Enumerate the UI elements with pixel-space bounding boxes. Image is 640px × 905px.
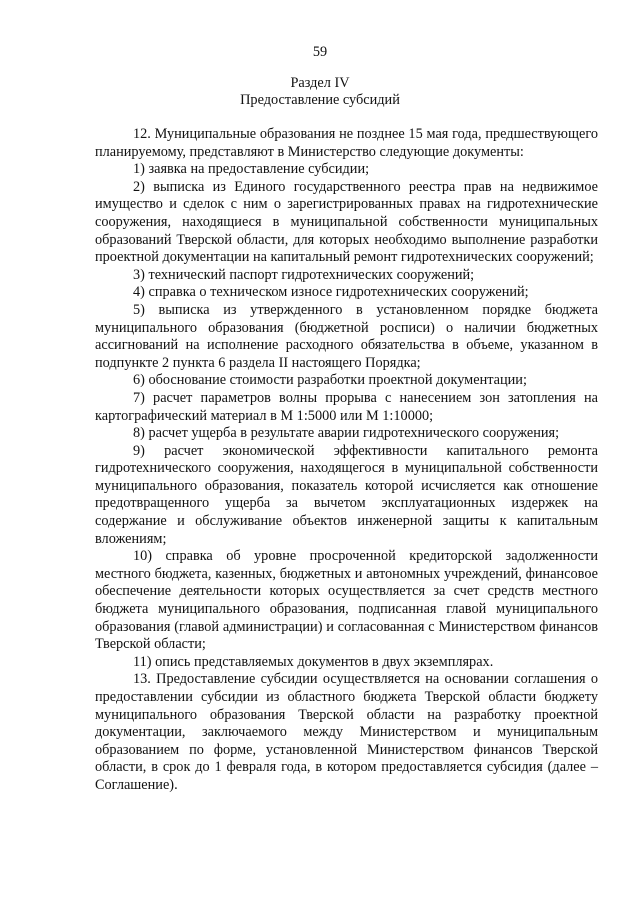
list-item-9: 9) расчет экономической эффективности капитального ремонта гидротехнического сооружения, находящегося в муниципальной собственности муниципального образования, показатель которой исчисляется как отношение предотвращенного ущерба за вычетом эксплуатационных издержек на содержание и обслуживание объектов инженерной защиты к капитальным вложениям; [95,442,598,547]
list-item-10: 10) справка об уровне просроченной кредиторской задолженности местного бюджета, казенных, бюджетных и автономных учреждений, финансовое обеспечение деятельности которых осуществляется за счет средств местного бюджета муниципального образования, подписанная главой муниципального образования (главой администрации) и согласованная с Министерством финансов Тверской области; [95,548,598,653]
section-title: Раздел IV [290,75,350,91]
list-item-7: 7) расчет параметров волны прорыва с нанесением зон затопления на картографический материал в М 1:5000 или М 1:10000; [95,389,598,424]
paragraph-13: 13. Предоставление субсидии осуществляется на основании соглашения о предоставлении субсидии из областного бюджета Тверской области бюджету муниципального образования Тверской области на разработку проектной документации, заключаемого между Министерством и муниципальным образованием по форме, установленной Министерством финансов Тверской области, в срок до 1 февраля года, в котором предоставляется субсидия (далее – Соглашение). [95,671,598,793]
list-item-5: 5) выписка из утвержденного в установленном порядке бюджета муниципального образования (бюджетной росписи) о наличии бюджетных ассигнований на исполнение расходного обязательства в объеме, указанном в подпункте 2 пункта 6 раздела II настоящего Порядка; [95,301,598,371]
list-item-8: 8) расчет ущерба в результате аварии гидротехнического сооружения; [133,425,560,442]
list-item-6: 6) обоснование стоимости разработки проектной документации; [133,372,527,389]
list-item-11: 11) опись представляемых документов в двух экземплярах. [133,653,494,670]
list-item-3: 3) технический паспорт гидротехнических сооружений; [133,266,475,283]
list-item-4: 4) справка о техническом износе гидротехнических сооружений; [133,284,529,301]
paragraph-12: 12. Муниципальные образования не позднее 15 мая года, предшествующего планируемому, представляют в Министерство следующие документы: [95,126,598,160]
list-item-1: 1) заявка на предоставление субсидии; [133,161,370,178]
page-number: 59 [312,44,328,60]
document-body [95,126,598,795]
section-subtitle: Предоставление субсидий [240,92,400,108]
list-item-2: 2) выписка из Единого государственного реестра прав на недвижимое имущество и сделок с ним о зарегистрированных правах на гидротехнические сооружения, находящиеся в муниципальной собственности муниципальных образований Тверской области, для которых необходимо выполнение разработки проектной документации на капитальный ремонт гидротехнических сооружений; [95,178,598,266]
